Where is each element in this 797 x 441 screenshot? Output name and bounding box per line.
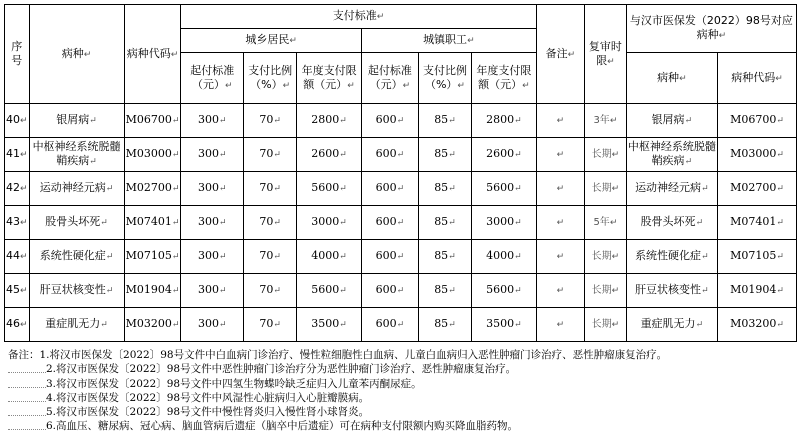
row-uw-limit: 4000↵ (472, 240, 537, 274)
row-ur-deductible: 300↵ (181, 274, 244, 308)
table-row (5, 274, 797, 308)
row-remark: ↵ (536, 172, 584, 206)
row-uw-ratio: 85↵ (418, 138, 471, 172)
table-row (5, 308, 797, 342)
row-uw-ratio: 85↵ (418, 172, 471, 206)
row-code: M01904↵ (124, 274, 181, 308)
note-line (8, 391, 793, 405)
table-row (5, 206, 797, 240)
row-uw-deductible: 600↵ (361, 274, 418, 308)
row-seq: 42↵ (5, 172, 30, 206)
row-ur-deductible: 300↵ (181, 240, 244, 274)
row-uw-deductible: 600↵ (361, 206, 418, 240)
note-item: 1.将汉市医保发〔2022〕98号文件中白血病门诊治疗、慢性粒细胞性白血病、儿童白血病归入恶性肿瘤门诊治疗、恶性肿瘤康复治疗。 (39, 349, 668, 361)
row-seq: 41↵ (5, 138, 30, 172)
row-ur-limit: 3000↵ (297, 206, 362, 240)
row-uw-limit: 2600↵ (472, 138, 537, 172)
row-remark: ↵ (536, 240, 584, 274)
row-seq: 40↵ (5, 104, 30, 138)
row-uw-limit: 5600↵ (472, 274, 537, 308)
row-ur-ratio: 70↵ (244, 104, 297, 138)
table-row (5, 172, 797, 206)
row-uw-ratio: 85↵ (418, 240, 471, 274)
header-urban-worker: 城镇职工↵ (361, 29, 536, 53)
row-uw-limit: 3500↵ (472, 308, 537, 342)
row-ref-disease: 运动神经元病↵ (626, 172, 717, 206)
row-disease: 运动神经元病↵ (29, 172, 124, 206)
notes-label: 备注： (8, 349, 40, 361)
header-hanshi-ref: 与汉市医保发（2022）98号对应病种↵ (626, 5, 796, 53)
row-code: M06700↵ (124, 104, 181, 138)
row-disease: 肝豆状核变性↵ (29, 274, 124, 308)
row-ref-code: M07401↵ (717, 206, 796, 240)
note-line (8, 348, 793, 362)
row-uw-ratio: 85↵ (418, 104, 471, 138)
row-review: 长期↵ (585, 240, 627, 274)
row-ur-deductible: 300↵ (181, 206, 244, 240)
row-ref-disease: 银屑病↵ (626, 104, 717, 138)
row-disease: 中枢神经系统脱髓鞘疾病↵ (29, 138, 124, 172)
header-urban-rural: 城乡居民↵ (181, 29, 362, 53)
row-ref-disease: 股骨头坏死↵ (626, 206, 717, 240)
note-line (8, 419, 793, 433)
table-row (5, 138, 797, 172)
note-item: 2.将汉市医保发〔2022〕98号文件中恶性肿瘤门诊治疗分为恶性肿瘤门诊治疗、恶性肿瘤康复治疗。 (46, 363, 517, 376)
row-code: M02700↵ (124, 172, 181, 206)
row-uw-deductible: 600↵ (361, 172, 418, 206)
note-line (8, 362, 793, 376)
row-ur-ratio: 70↵ (244, 138, 297, 172)
note-item: 6.高血压、糖尿病、冠心病、脑血管病后遗症（脑卒中后遗症）可在病种支付限额内购买降血脂药物。 (46, 420, 519, 433)
row-uw-ratio: 85↵ (418, 206, 471, 240)
header-ur-limit: 年度支付限额（元）↵ (297, 53, 362, 104)
row-ur-deductible: 300↵ (181, 104, 244, 138)
header-uw-deductible: 起付标准（元）↵ (361, 53, 418, 104)
header-disease: 病种↵ (29, 5, 124, 104)
row-remark: ↵ (536, 138, 584, 172)
row-uw-limit: 5600↵ (472, 172, 537, 206)
notes-section (8, 348, 793, 434)
header-uw-ratio: 支付比例（%）↵ (418, 53, 471, 104)
row-ur-limit: 5600↵ (297, 274, 362, 308)
payment-standard-table (4, 4, 797, 342)
row-ref-disease: 中枢神经系统脱髓鞘疾病↵ (626, 138, 717, 172)
row-ur-deductible: 300↵ (181, 172, 244, 206)
header-ur-ratio: 支付比例（%）↵ (244, 53, 297, 104)
header-ref-disease: 病种↵ (626, 53, 717, 104)
row-review: 长期↵ (585, 172, 627, 206)
row-uw-ratio: 85↵ (418, 274, 471, 308)
row-ref-code: M03000↵ (717, 138, 796, 172)
row-ur-limit: 2600↵ (297, 138, 362, 172)
row-ur-limit: 2800↵ (297, 104, 362, 138)
row-review: 5年↵ (585, 206, 627, 240)
row-ur-deductible: 300↵ (181, 138, 244, 172)
row-ref-disease: 重症肌无力↵ (626, 308, 717, 342)
row-ref-disease: 肝豆状核变性↵ (626, 274, 717, 308)
note-line (8, 377, 793, 391)
row-ur-limit: 5600↵ (297, 172, 362, 206)
header-code: 病种代码↵ (124, 5, 181, 104)
row-disease: 系统性硬化症↵ (29, 240, 124, 274)
row-remark: ↵ (536, 206, 584, 240)
row-ref-code: M01904↵ (717, 274, 796, 308)
row-disease: 重症肌无力↵ (29, 308, 124, 342)
row-remark: ↵ (536, 308, 584, 342)
row-ur-ratio: 70↵ (244, 308, 297, 342)
row-ref-code: M07105↵ (717, 240, 796, 274)
header-ref-code: 病种代码↵ (717, 53, 796, 104)
row-seq: 45↵ (5, 274, 30, 308)
header-seq: 序号 (5, 5, 30, 104)
row-uw-deductible: 600↵ (361, 308, 418, 342)
row-code: M03200↵ (124, 308, 181, 342)
row-code: M07401↵ (124, 206, 181, 240)
row-code: M03000↵ (124, 138, 181, 172)
row-ur-deductible: 300↵ (181, 308, 244, 342)
row-seq: 44↵ (5, 240, 30, 274)
header-payment-standard: 支付标准↵ (181, 5, 536, 29)
row-remark: ↵ (536, 274, 584, 308)
row-ref-disease: 系统性硬化症↵ (626, 240, 717, 274)
row-ref-code: M02700↵ (717, 172, 796, 206)
row-review: 3年↵ (585, 104, 627, 138)
row-seq: 46↵ (5, 308, 30, 342)
header-ur-deductible: 起付标准（元）↵ (181, 53, 244, 104)
row-remark: ↵ (536, 104, 584, 138)
row-ur-ratio: 70↵ (244, 240, 297, 274)
header-remarks: 备注↵ (536, 5, 584, 104)
row-disease: 股骨头坏死↵ (29, 206, 124, 240)
row-ref-code: M06700↵ (717, 104, 796, 138)
table-row (5, 104, 797, 138)
row-review: 长期↵ (585, 274, 627, 308)
row-ur-ratio: 70↵ (244, 206, 297, 240)
row-review: 长期↵ (585, 308, 627, 342)
row-uw-deductible: 600↵ (361, 240, 418, 274)
row-uw-limit: 3000↵ (472, 206, 537, 240)
note-item: 3.将汉市医保发〔2022〕98号文件中四氢生物蝶呤缺乏症归入儿童苯丙酮尿症。 (46, 377, 422, 390)
row-ur-ratio: 70↵ (244, 274, 297, 308)
note-item: 4.将汉市医保发〔2022〕98号文件中风湿性心脏病归入心脏瓣膜病。 (46, 391, 370, 404)
header-uw-limit: 年度支付限额（元）↵ (472, 53, 537, 104)
row-uw-deductible: 600↵ (361, 138, 418, 172)
row-ur-limit: 3500↵ (297, 308, 362, 342)
row-uw-deductible: 600↵ (361, 104, 418, 138)
table-row (5, 240, 797, 274)
row-review: 长期↵ (585, 138, 627, 172)
header-review-period: 复审时限↵ (585, 5, 627, 104)
row-ur-ratio: 70↵ (244, 172, 297, 206)
note-item: 5.将汉市医保发〔2022〕98号文件中慢性肾炎归入慢性肾小球肾炎。 (46, 406, 370, 419)
row-ref-code: M03200↵ (717, 308, 796, 342)
row-code: M07105↵ (124, 240, 181, 274)
row-uw-ratio: 85↵ (418, 308, 471, 342)
row-uw-limit: 2800↵ (472, 104, 537, 138)
note-line (8, 405, 793, 419)
row-disease: 银屑病↵ (29, 104, 124, 138)
row-seq: 43↵ (5, 206, 30, 240)
row-ur-limit: 4000↵ (297, 240, 362, 274)
